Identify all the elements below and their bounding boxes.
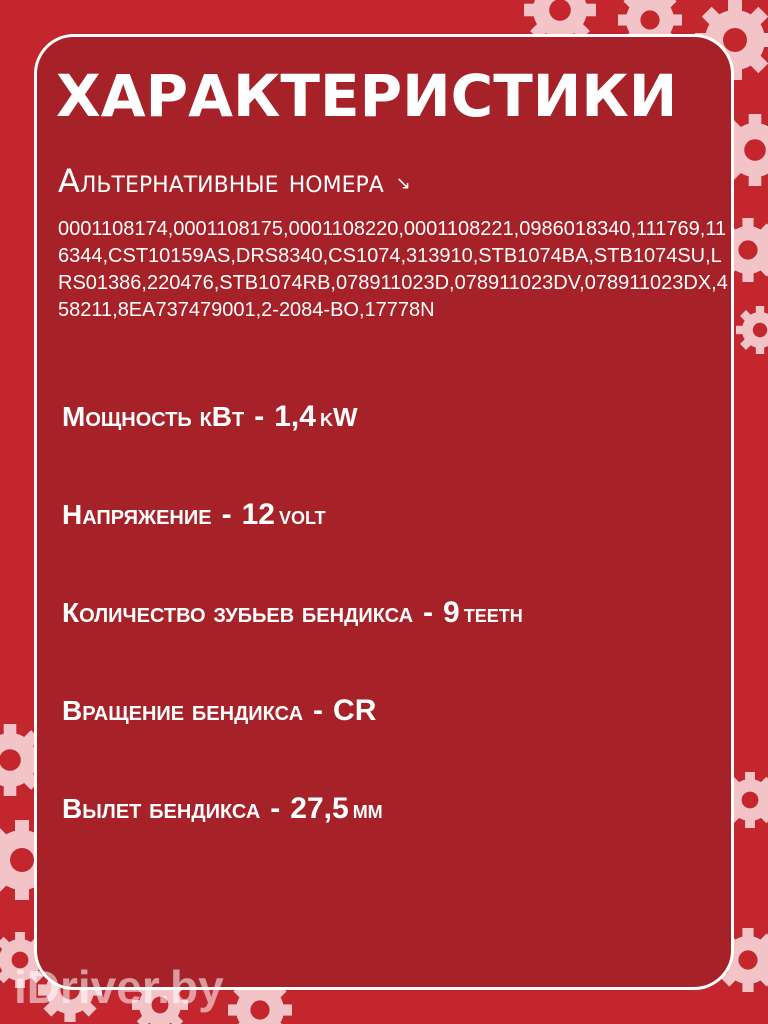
spec-unit: volt xyxy=(278,500,326,530)
spec-separator: - xyxy=(221,498,232,531)
spec-separator: - xyxy=(423,596,434,629)
spec-unit: мм xyxy=(352,794,383,824)
spec-power xyxy=(62,400,358,434)
spec-label: Мощность кВт xyxy=(62,401,245,432)
spec-teeth xyxy=(62,596,523,630)
gear-icon xyxy=(736,306,768,354)
spec-label: Количество зубьев бендикса xyxy=(62,597,414,628)
spec-rotation xyxy=(62,694,380,728)
spec-separator: - xyxy=(313,694,324,727)
spec-value: 12 xyxy=(241,498,275,531)
alt-numbers-heading-label: Альтернативные номера xyxy=(58,162,384,200)
spec-value: 27,5 xyxy=(290,792,349,825)
spec-separator: - xyxy=(270,792,281,825)
spec-label: Напряжение xyxy=(62,499,212,530)
spec-voltage xyxy=(62,498,326,532)
spec-label: Вращение бендикса xyxy=(62,695,304,726)
alt-numbers-heading xyxy=(58,162,411,200)
spec-value: 9 xyxy=(443,596,460,629)
watermark-logo: iDriver.by xyxy=(14,961,224,1013)
spec-offset xyxy=(62,792,383,826)
spec-value: CR xyxy=(333,694,377,727)
spec-separator: - xyxy=(254,400,265,433)
spec-value: 1,4 xyxy=(274,400,316,433)
alt-numbers-list: 0001108174,0001108175,0001108220,0001108221,0986018340,111769,116344,CST10159AS,DRS8340,CS1074,313910,STB1074BA,STB1074SU,LRS01386,220476,STB1074RB,078911023D,078911023DV,078911023DX,458211,8EA737479001,2-2084-BO,17778N xyxy=(58,218,728,321)
spec-unit: teeth xyxy=(463,598,523,628)
page-title: ХАРАКТЕРИСТИКИ xyxy=(56,62,678,130)
spec-label: Вылет бендикса xyxy=(62,793,261,824)
arrow-down-right-icon: ↘ xyxy=(395,172,411,194)
spec-unit: kW xyxy=(319,402,358,432)
